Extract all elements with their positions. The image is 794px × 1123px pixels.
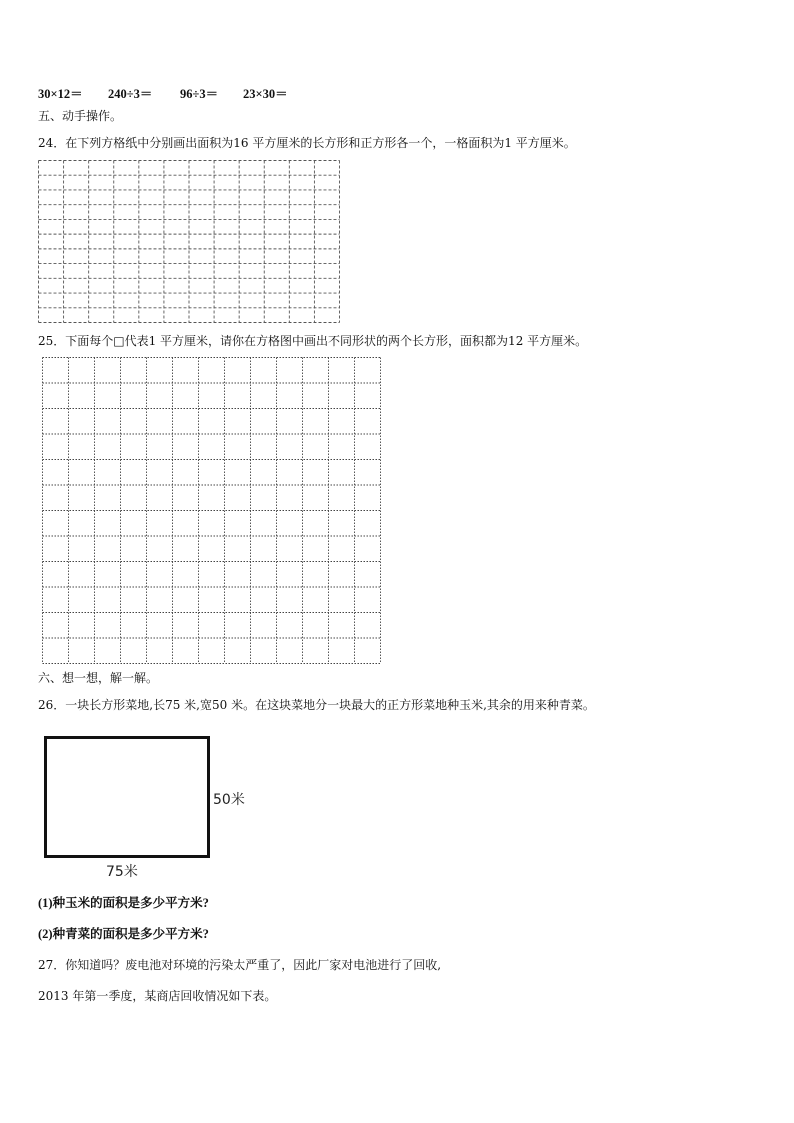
calc-item-3: 96÷3＝ <box>180 87 219 101</box>
field-width-label: 50米 <box>213 792 245 808</box>
section-5-title: 五、动手操作。 <box>38 109 123 123</box>
section-6-title: 六、想一想，解一解。 <box>38 671 159 685</box>
question-26-text: 26．一块长方形菜地,长75 米,宽50 米。在这块菜地分一块最大的正方形菜地种玉米,其余的用来种青菜。 <box>38 698 595 712</box>
question-25-grid[interactable] <box>42 357 381 664</box>
field-length-label: 75米 <box>106 864 138 880</box>
question-27-text: 27．你知道吗？废电池对环境的污染太严重了，因此厂家对电池进行了回收, <box>38 958 442 972</box>
calc-item-4: 23×30＝ <box>243 87 288 101</box>
question-26-sub-1: (1)种玉米的面积是多少平方米? <box>38 896 209 910</box>
vegetable-field-rectangle <box>44 736 210 858</box>
question-24-grid[interactable] <box>38 160 340 323</box>
question-26-sub-2: (2)种青菜的面积是多少平方米? <box>38 927 209 941</box>
question-25-text: 25．下面每个□代表1 平方厘米，请你在方格图中画出不同形状的两个长方形，面积都为12 平方厘米。 <box>38 334 588 348</box>
calc-item-2: 240÷3＝ <box>108 87 153 101</box>
calc-item-1: 30×12＝ <box>38 87 83 101</box>
question-24-text: 24．在下列方格纸中分别画出面积为16 平方厘米的长方形和正方形各一个，一格面积为1 平方厘米。 <box>38 136 576 150</box>
question-27-text-2: 2013 年第一季度，某商店回收情况如下表。 <box>38 989 277 1003</box>
